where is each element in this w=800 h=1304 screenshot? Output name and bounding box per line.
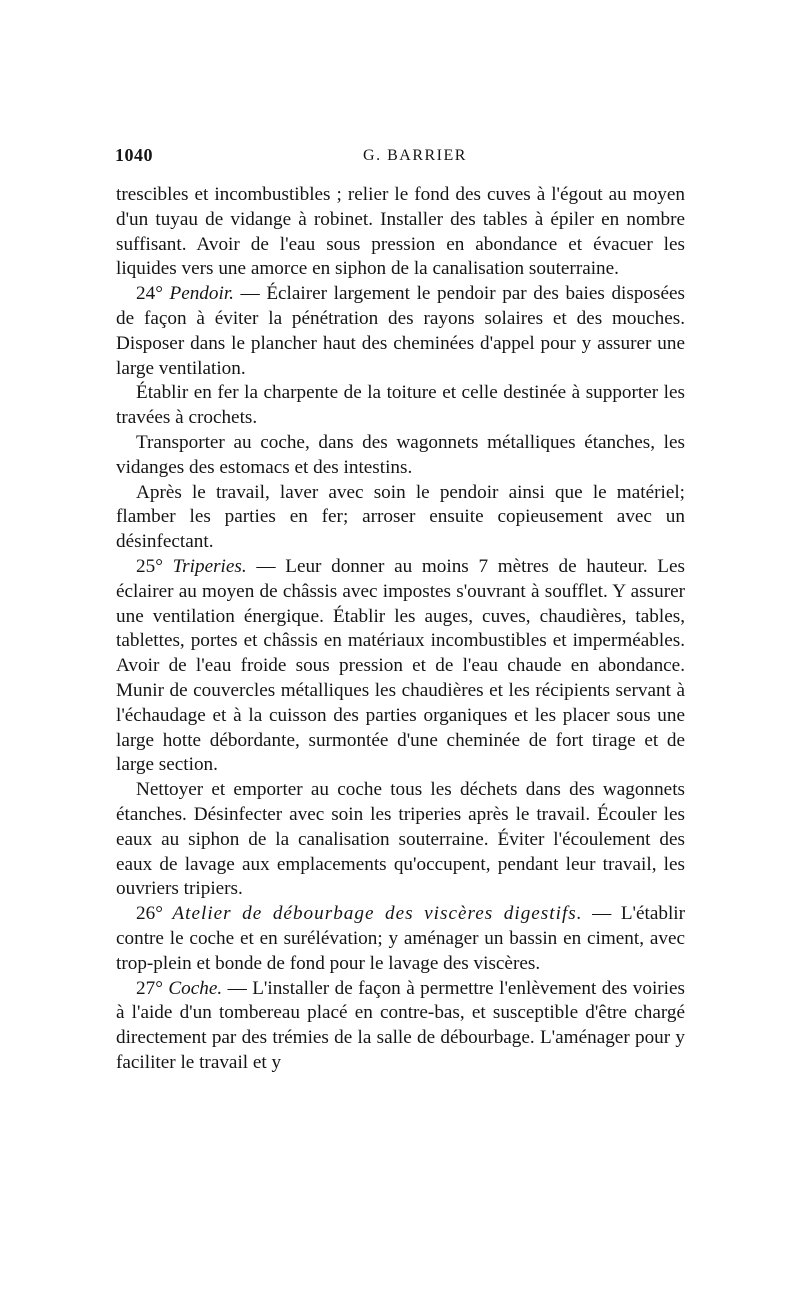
paragraph-continuation [116,183,685,282]
section-26-atelier-debourbage [116,902,685,976]
page-number: 1040 [115,145,153,165]
paragraph [116,778,685,902]
section-25-triperies [116,555,685,778]
section-title: Pendoir. [169,283,234,305]
paragraph-text: Transporter au coche, dans des wagonnets métalliques étanches, les vidanges des estomacs et des intestins. [116,431,685,478]
paragraph-text: — Éclairer largement le pendoir par des baies disposées de façon à éviter la pénétration des rayons solaires et des mouches. Disposer dans le plancher haut des cheminées d'appel pour y assurer une large ventilation. [116,283,685,379]
running-head: G. BARRIER [363,147,467,164]
section-number: 25° [136,555,163,577]
paragraph-text: trescibles et incombustibles ; relier le fond des cuves à l'égout au moyen d'un tuyau de vidange à robinet. Installer des tables à épiler en nombre suffisant. Avoir de l'eau sous pression en abondance et évacuer les liquides vers une amorce en siphon de la canalisation souterraine. [116,184,685,280]
section-number: 24° [136,283,163,305]
section-title: Coche. [168,977,223,999]
section-title: Triperies. [172,555,247,577]
body-text [116,183,685,1076]
paragraph [116,481,685,555]
paragraph-text: — L'installer de façon à permettre l'enlèvement des voiries à l'aide d'un tombereau placé en contre-bas, et susceptible d'être chargé directement par des trémies de la salle de débourbage. L'aménager pour y faciliter le travail et y [116,977,686,1073]
section-24-pendoir [116,282,685,381]
section-title: Atelier de débourbage des viscères digestifs. [172,903,583,925]
paragraph-text: — L'établir contre le coche et en surélévation; y aménager un bassin en ciment, avec trop-plein et bonde de fond pour le lavage des viscères. [116,903,686,974]
paragraph-text: — Leur donner au moins 7 mètres de hauteur. Les éclairer au moyen de châssis avec impostes s'ouvrant à soufflet. Y assurer une ventilation énergique. Établir les auges, cuves, chaudières, tables, tablettes, portes et châssis en matériaux incombustibles et imperméables. Avoir de l'eau froide sous pression et de l'eau chaude en abondance. Munir de couvercles métalliques les chaudières et les récipients servant à l'échaudage et à la cuisson des parties organiques et les placer sous une large hotte débordante, surmontée d'une cheminée de fort tirage et de large section. [116,555,685,776]
section-number: 26° [136,903,163,925]
paragraph-text: Établir en fer la charpente de la toiture et celle destinée à supporter les travées à crochets. [116,382,685,429]
paragraph [116,381,685,431]
paragraph [116,431,685,481]
section-27-coche [116,977,685,1076]
section-number: 27° [136,977,163,999]
paragraph-text: Après le travail, laver avec soin le pendoir ainsi que le matériel; flamber les parties en fer; arroser ensuite copieusement avec un désinfectant. [116,481,685,553]
paragraph-text: Nettoyer et emporter au coche tous les déchets dans des wagonnets étanches. Désinfecter avec soin les triperies après le travail. Écouler les eaux au siphon de la canalisation souterraine. Éviter l'écoulement des eaux de lavage aux emplacements qu'occupent, pendant leur travail, les ouvriers tripiers. [116,779,685,900]
page-header [115,143,685,171]
